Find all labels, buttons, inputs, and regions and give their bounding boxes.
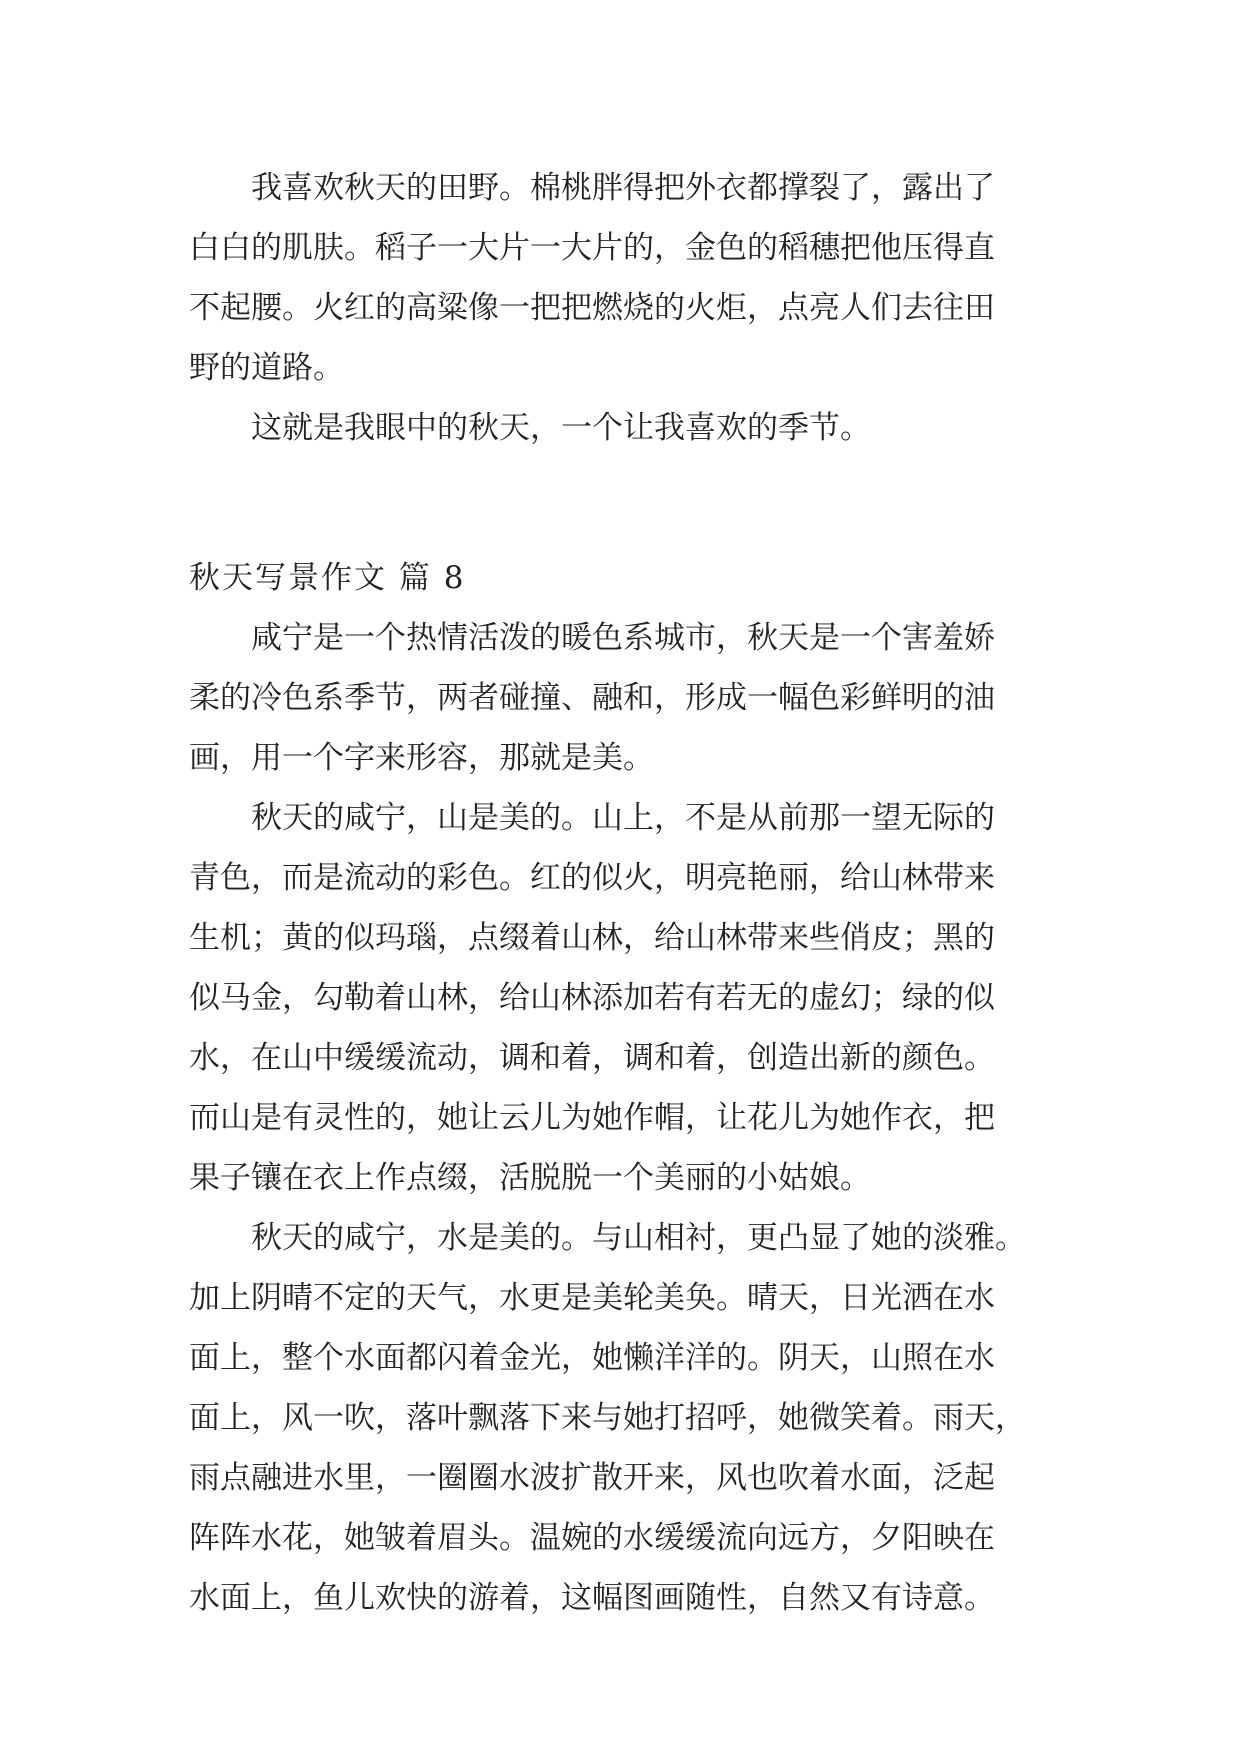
section-gap (189, 458, 1069, 548)
section-heading: 秋天写景作文 篇 8 (189, 560, 466, 596)
paragraph-line: 野的道路。 (189, 350, 344, 386)
paragraph-line: 这就是我眼中的秋天，一个让我喜欢的季节。 (189, 410, 871, 446)
paragraph-line: 生机；黄的似玛瑙，点缀着山林，给山林带来些俏皮；黑的 (189, 920, 995, 956)
paragraph-line: 秋天的咸宁，山是美的。山上，不是从前那一望无际的 (189, 800, 995, 836)
paragraph-line: 青色，而是流动的彩色。红的似火，明亮艳丽，给山林带来 (189, 860, 995, 896)
paragraph-line: 画，用一个字来形容，那就是美。 (189, 740, 654, 776)
paragraph-line: 水，在山中缓缓流动，调和着，调和着，创造出新的颜色。 (189, 1040, 995, 1076)
paragraph-line: 似马金，勾勒着山林，给山林添加若有若无的虚幻；绿的似 (189, 980, 995, 1016)
paragraph-line: 我喜欢秋天的田野。棉桃胖得把外衣都撑裂了，露出了 (189, 170, 995, 206)
paragraph-line: 秋天的咸宁，水是美的。与山相衬，更凸显了她的淡雅。 (189, 1220, 1026, 1256)
paragraph-line: 柔的冷色系季节，两者碰撞、融和，形成一幅色彩鲜明的油 (189, 680, 995, 716)
paragraph-line: 不起腰。火红的高粱像一把把燃烧的火炬，点亮人们去往田 (189, 290, 995, 326)
paragraph-line: 果子镶在衣上作点缀，活脱脱一个美丽的小姑娘。 (189, 1160, 871, 1196)
paragraph-line: 咸宁是一个热情活泼的暖色系城市，秋天是一个害羞娇 (189, 620, 995, 656)
paragraph-line: 而山是有灵性的，她让云儿为她作帽，让花儿为她作衣，把 (189, 1100, 995, 1136)
paragraph-line: 面上，整个水面都闪着金光，她懒洋洋的。阴天，山照在水 (189, 1340, 995, 1376)
paragraph-line: 面上，风一吹，落叶飘落下来与她打招呼，她微笑着。雨天， (189, 1400, 1026, 1436)
document-content (189, 158, 1069, 1628)
paragraph-line: 雨点融进水里，一圈圈水波扩散开来，风也吹着水面，泛起 (189, 1460, 995, 1496)
paragraph-line: 水面上，鱼儿欢快的游着，这幅图画随性，自然又有诗意。 (189, 1580, 995, 1616)
paragraph-line: 阵阵水花，她皱着眉头。温婉的水缓缓流向远方，夕阳映在 (189, 1520, 995, 1556)
paragraph-line: 白白的肌肤。稻子一大片一大片的，金色的稻穗把他压得直 (189, 230, 995, 266)
paragraph-line: 加上阴晴不定的天气，水更是美轮美奂。晴天，日光洒在水 (189, 1280, 995, 1316)
